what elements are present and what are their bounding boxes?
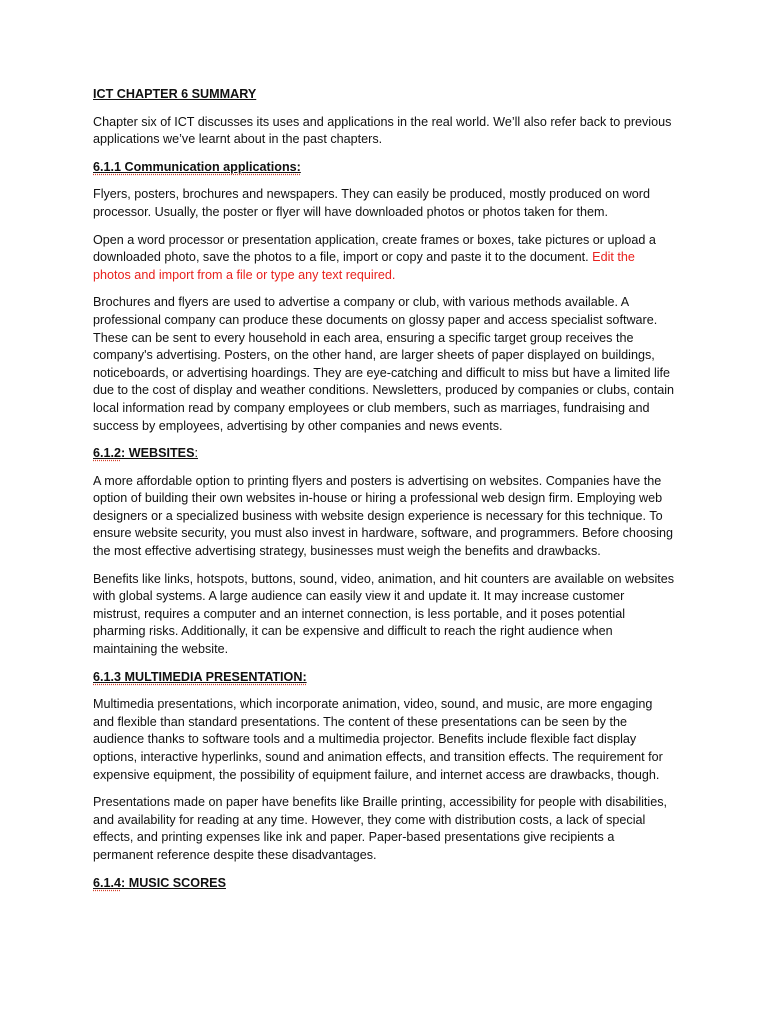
section-heading-6-1-3 [93, 669, 675, 687]
section-heading-text: 6.1.3 MULTIMEDIA PRESENTATION: [93, 669, 307, 684]
paragraph-text: Open a word processor or presentation application, create frames or boxes, take pictures or upload a downloaded photo, save the photos to a file, import or copy and paste it to the document. [93, 232, 656, 265]
document-page [93, 86, 675, 902]
red-highlighted-text: Edit the photos and import from a file or type any text required. [93, 250, 635, 282]
section-heading-text: 6.1.1 Communication applications: [93, 159, 301, 174]
multimedia-paragraph-1: Multimedia presentations, which incorporate animation, video, sound, and music, are more engaging and flexible than standard presentations. The content of these presentations can be seen by the audience thanks to software tools and a multimedia projector. Benefits include flexible fact display options, interactive hyperlinks, sound and animation effects, and transition effects. The requirement for expensive equipment, the possibility of equipment failure, and internet access are drawbacks, though. [93, 697, 663, 782]
section-heading-6-1-4 [93, 875, 675, 893]
communication-paragraph-3: Brochures and flyers are used to advertise a company or club, with various methods available. A professional company can produce these documents on glossy paper and access specialist software. These can be sent to every household in each area, ensuring a specific target group receives the company's advertising. Posters, on the other hand, are larger sheets of paper displayed on buildings, noticeboards, or advertising hoardings. They are eye-catching and difficult to miss but have a limited life due to the cost of display and weather conditions. Newsletters, produced by companies or clubs, contain local information read by company employees or club members, such as marriages, fundraising and success by employees, advertising by other companies and news events. [93, 295, 675, 433]
section-heading-6-1-2 [93, 445, 675, 463]
section-heading-6-1-1 [93, 159, 675, 177]
section-heading-text: : MUSIC SCORES [121, 875, 226, 890]
websites-paragraph-1: A more affordable option to printing flyers and posters is advertising on websites. Companies have the option of building their own websites in-house or hiring a professional web design firm. Employing web designers or a specialized business with website design experience is necessary for this technique. To ensure website security, you must also invest in hardware, software, and programmers. Before choosing the most effective advertising strategy, businesses must weigh the benefits and drawbacks. [93, 473, 674, 559]
communication-paragraph-1: Flyers, posters, brochures and newspapers. They can easily be produced, mostly produced on word processor. Usually, the poster or flyer will have downloaded photos or photos taken for them. [93, 187, 650, 219]
intro-paragraph: Chapter six of ICT discusses its uses and applications in the real world. We’ll also refer back to previous applications we’ve learnt about in the past chapters. [93, 114, 672, 147]
communication-paragraph-2 [93, 232, 675, 285]
multimedia-paragraph-2: Presentations made on paper have benefits like Braille printing, accessibility for people with disabilities, and availability for reading at any time. However, they come with distribution costs, a lack of special effects, and printing expenses like ink and paper. Paper-based presentations give recipients a permanent reference despite these disadvantages. [93, 795, 668, 862]
section-heading-text: : WEBSITES [121, 446, 195, 461]
websites-paragraph-2: Benefits like links, hotspots, buttons, sound, video, animation, and hit counters are available on websites with global systems. A large audience can easily view it and update it. It may increase customer mistrust, requires a computer and an internet connection, is less portable, and it poses potential pharming risks. Additionally, it can be expensive and difficult to reach the right audience when maintaining the website. [93, 571, 675, 657]
section-number: 6.1.2 [93, 446, 122, 461]
section-number: 6.1.4 [93, 875, 122, 890]
document-title: ICT CHAPTER 6 SUMMARY [93, 87, 257, 101]
heading-colon: : [194, 446, 198, 461]
